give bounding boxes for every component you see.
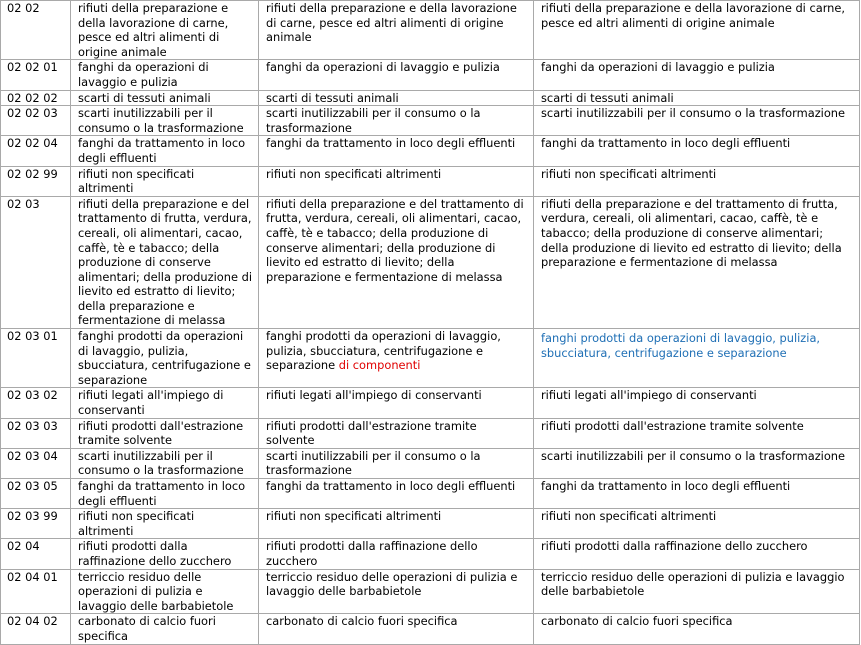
description-cell: scarti inutilizzabili per il consumo o la trasformazione <box>259 106 534 136</box>
description-cell <box>534 329 860 388</box>
table-row <box>1 569 860 614</box>
description-cell: rifiuti della preparazione e della lavorazione di carne, pesce ed altri alimenti di origine animale <box>259 1 534 60</box>
description-cell: fanghi da trattamento in loco degli effluenti <box>71 136 259 166</box>
table-row <box>1 388 860 418</box>
description-cell: rifiuti prodotti dall'estrazione tramite solvente <box>534 418 860 448</box>
description-text: fanghi prodotti da operazioni di lavaggio, pulizia, sbucciatura, centrifugazione e separazione <box>266 329 501 373</box>
table-row <box>1 329 860 388</box>
description-cell: rifiuti non specificati altrimenti <box>534 509 860 539</box>
table-row <box>1 90 860 106</box>
description-cell: rifiuti della preparazione e del trattamento di frutta, verdura, cereali, oli alimentari, cacao, caffè, tè e tabacco; della produzione di conserve alimentari; della produzione di lievito ed estratto di lievito; della preparazione e fermentazione di melassa <box>534 196 860 328</box>
description-cell: carbonato di calcio fuori specifica <box>259 614 534 644</box>
code-cell: 02 04 <box>1 539 71 569</box>
description-cell: rifiuti non specificati altrimenti <box>71 166 259 196</box>
table-row <box>1 60 860 90</box>
description-cell: rifiuti della preparazione e del trattamento di frutta, verdura, cereali, oli alimentari, cacao, caffè, tè e tabacco; della produzione di conserve alimentari; della produzione di lievito ed estratto di lievito; della preparazione e fermentazione di melassa <box>71 196 259 328</box>
table-row <box>1 136 860 166</box>
description-cell: terriccio residuo delle operazioni di pulizia e lavaggio delle barbabietole <box>259 569 534 614</box>
code-cell: 02 03 03 <box>1 418 71 448</box>
description-cell: rifiuti prodotti dall'estrazione tramite solvente <box>259 418 534 448</box>
code-cell: 02 02 03 <box>1 106 71 136</box>
description-cell: fanghi da trattamento in loco degli effluenti <box>71 479 259 509</box>
table-row <box>1 448 860 478</box>
code-cell: 02 02 <box>1 1 71 60</box>
code-cell: 02 02 01 <box>1 60 71 90</box>
description-cell: rifiuti della preparazione e della lavorazione di carne, pesce ed altri alimenti di origine animale <box>534 1 860 60</box>
description-cell: scarti inutilizzabili per il consumo o la trasformazione <box>534 106 860 136</box>
description-cell: rifiuti legati all'impiego di conservanti <box>534 388 860 418</box>
description-cell: rifiuti prodotti dalla raffinazione dello zucchero <box>259 539 534 569</box>
description-cell: fanghi da operazioni di lavaggio e pulizia <box>71 60 259 90</box>
code-cell: 02 03 02 <box>1 388 71 418</box>
description-cell: rifiuti prodotti dalla raffinazione dello zucchero <box>534 539 860 569</box>
description-cell: rifiuti della preparazione e della lavorazione di carne, pesce ed altri alimenti di origine animale <box>71 1 259 60</box>
description-cell: scarti inutilizzabili per il consumo o la trasformazione <box>71 106 259 136</box>
code-cell: 02 03 04 <box>1 448 71 478</box>
code-cell: 02 04 02 <box>1 614 71 644</box>
code-cell: 02 04 01 <box>1 569 71 614</box>
code-cell: 02 03 <box>1 196 71 328</box>
table-row <box>1 166 860 196</box>
description-cell: scarti inutilizzabili per il consumo o la trasformazione <box>259 448 534 478</box>
description-cell: rifiuti non specificati altrimenti <box>534 166 860 196</box>
description-cell: terriccio residuo delle operazioni di pulizia e lavaggio delle barbabietole <box>71 569 259 614</box>
description-cell: fanghi da trattamento in loco degli effluenti <box>534 136 860 166</box>
table-row <box>1 509 860 539</box>
description-cell: carbonato di calcio fuori specifica <box>534 614 860 644</box>
added-text: di componenti <box>338 358 421 373</box>
description-cell: scarti inutilizzabili per il consumo o la trasformazione <box>71 448 259 478</box>
table-row <box>1 479 860 509</box>
description-cell: rifiuti non specificati altrimenti <box>71 509 259 539</box>
description-cell: rifiuti prodotti dalla raffinazione dello zucchero <box>71 539 259 569</box>
table-row <box>1 196 860 328</box>
description-cell: rifiuti prodotti dall'estrazione tramite solvente <box>71 418 259 448</box>
description-cell: fanghi da trattamento in loco degli effluenti <box>534 479 860 509</box>
changed-text: fanghi prodotti da operazioni di lavaggio, pulizia, sbucciatura, centrifugazione e separazione <box>541 331 821 360</box>
code-cell: 02 03 99 <box>1 509 71 539</box>
description-cell: scarti di tessuti animali <box>534 90 860 106</box>
description-cell: fanghi da operazioni di lavaggio e pulizia <box>534 60 860 90</box>
code-cell: 02 03 05 <box>1 479 71 509</box>
description-cell: rifiuti non specificati altrimenti <box>259 509 534 539</box>
code-cell: 02 02 99 <box>1 166 71 196</box>
code-cell: 02 03 01 <box>1 329 71 388</box>
table-row <box>1 1 860 60</box>
code-cell: 02 02 02 <box>1 90 71 106</box>
description-cell: carbonato di calcio fuori specifica <box>71 614 259 644</box>
description-cell: rifiuti legati all'impiego di conservanti <box>259 388 534 418</box>
description-cell <box>259 329 534 388</box>
table-row <box>1 614 860 644</box>
description-cell: terriccio residuo delle operazioni di pulizia e lavaggio delle barbabietole <box>534 569 860 614</box>
description-cell: fanghi da trattamento in loco degli effluenti <box>259 479 534 509</box>
description-cell: fanghi prodotti da operazioni di lavaggio, pulizia, sbucciatura, centrifugazione e separazione <box>71 329 259 388</box>
description-cell: scarti di tessuti animali <box>71 90 259 106</box>
description-cell: fanghi da operazioni di lavaggio e pulizia <box>259 60 534 90</box>
description-cell: scarti inutilizzabili per il consumo o la trasformazione <box>534 448 860 478</box>
description-cell: scarti di tessuti animali <box>259 90 534 106</box>
table-row <box>1 539 860 569</box>
description-cell: rifiuti legati all'impiego di conservanti <box>71 388 259 418</box>
description-cell: rifiuti non specificati altrimenti <box>259 166 534 196</box>
table-row <box>1 106 860 136</box>
table-row <box>1 418 860 448</box>
code-cell: 02 02 04 <box>1 136 71 166</box>
description-cell: fanghi da trattamento in loco degli effluenti <box>259 136 534 166</box>
description-cell: rifiuti della preparazione e del trattamento di frutta, verdura, cereali, oli alimentari, cacao, caffè, tè e tabacco; della produzione di conserve alimentari; della produzione di lievito ed estratto di lievito; della preparazione e fermentazione di melassa <box>259 196 534 328</box>
